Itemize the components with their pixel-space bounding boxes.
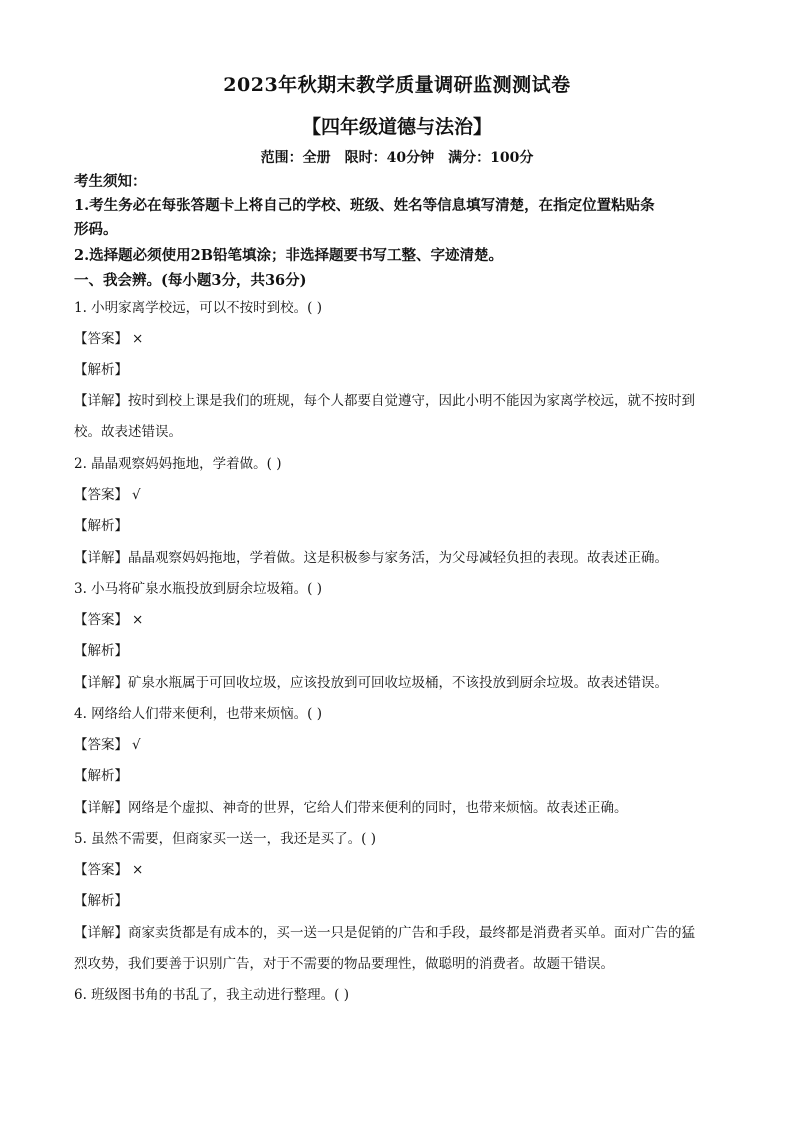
detail-text: 矿泉水瓶属于可回收垃圾，应该投放到可回收垃圾桶，不该投放到厨余垃圾。故表述错误。 xyxy=(128,675,668,691)
exam-meta: 范围：全册 限时：40分钟 满分：100分 xyxy=(260,150,534,166)
answer-mark: × xyxy=(132,862,144,878)
detail-text: 按时到校上课是我们的班规，每个人都要自觉遵守，因此小明不能因为家离学校远，就不按时到 xyxy=(128,393,695,409)
answer-mark: × xyxy=(132,331,144,347)
notice-item-1-cont: 形码。 xyxy=(74,221,118,238)
detail-label: 【详解】 xyxy=(74,800,128,816)
detail-label: 【详解】 xyxy=(74,675,128,691)
answer-3 xyxy=(74,610,724,630)
detail-3 xyxy=(74,673,724,693)
section-heading: 一、我会辨。(每小题3分，共36分) xyxy=(74,272,307,289)
detail-2 xyxy=(74,548,724,568)
answer-label: 【答案】 xyxy=(74,862,128,878)
question-2: 2. 晶晶观察妈妈拖地，学着做。( ) xyxy=(74,456,282,472)
answer-5 xyxy=(74,860,724,880)
answer-mark: √ xyxy=(132,487,141,503)
notice-heading: 考生须知： xyxy=(74,173,147,190)
detail-1 xyxy=(74,391,724,411)
detail-5 xyxy=(74,923,724,943)
detail-label: 【详解】 xyxy=(74,925,128,941)
question-5: 5. 虽然不需要，但商家买一送一，我还是买了。( ) xyxy=(74,831,376,847)
detail-1-cont: 校。故表述错误。 xyxy=(74,424,182,440)
page-subtitle: 【四年级道德与法治】 xyxy=(301,116,492,138)
detail-text: 网络是个虚拟、神奇的世界，它给人们带来便利的同时，也带来烦恼。故表述正确。 xyxy=(128,800,628,816)
notice-item-1: 1.考生务必在每张答题卡上将自己的学校、班级、姓名等信息填写清楚，在指定位置粘贴条 xyxy=(74,197,655,214)
analysis-1: 【解析】 xyxy=(74,362,128,378)
analysis-4: 【解析】 xyxy=(74,768,128,784)
notice-item-2: 2.选择题必须使用2B铅笔填涂；非选择题要书写工整、字迹清楚。 xyxy=(74,247,503,264)
question-6: 6. 班级图书角的书乱了，我主动进行整理。( ) xyxy=(74,987,349,1003)
answer-label: 【答案】 xyxy=(74,737,128,753)
answer-mark: √ xyxy=(132,737,141,753)
detail-label: 【详解】 xyxy=(74,550,128,566)
analysis-2: 【解析】 xyxy=(74,518,128,534)
page-title: 2023年秋期末教学质量调研监测测试卷 xyxy=(223,74,571,96)
answer-4 xyxy=(74,735,724,755)
question-4: 4. 网络给人们带来便利，也带来烦恼。( ) xyxy=(74,706,322,722)
detail-text: 晶晶观察妈妈拖地，学着做。这是积极参与家务活，为父母减轻负担的表现。故表述正确。 xyxy=(128,550,668,566)
answer-label: 【答案】 xyxy=(74,487,128,503)
answer-1 xyxy=(74,329,724,349)
answer-label: 【答案】 xyxy=(74,331,128,347)
analysis-3: 【解析】 xyxy=(74,643,128,659)
detail-5-cont: 烈攻势，我们要善于识别广告，对于不需要的物品要理性，做聪明的消费者。故题干错误。 xyxy=(74,956,614,972)
answer-mark: × xyxy=(132,612,144,628)
answer-2 xyxy=(74,485,724,505)
detail-4 xyxy=(74,798,724,818)
question-3: 3. 小马将矿泉水瓶投放到厨余垃圾箱。( ) xyxy=(74,581,322,597)
question-1: 1. 小明家离学校远，可以不按时到校。( ) xyxy=(74,300,322,316)
analysis-5: 【解析】 xyxy=(74,893,128,909)
detail-text: 商家卖货都是有成本的，买一送一只是促销的广告和手段，最终都是消费者买单。面对广告的猛 xyxy=(128,925,695,941)
detail-label: 【详解】 xyxy=(74,393,128,409)
answer-label: 【答案】 xyxy=(74,612,128,628)
